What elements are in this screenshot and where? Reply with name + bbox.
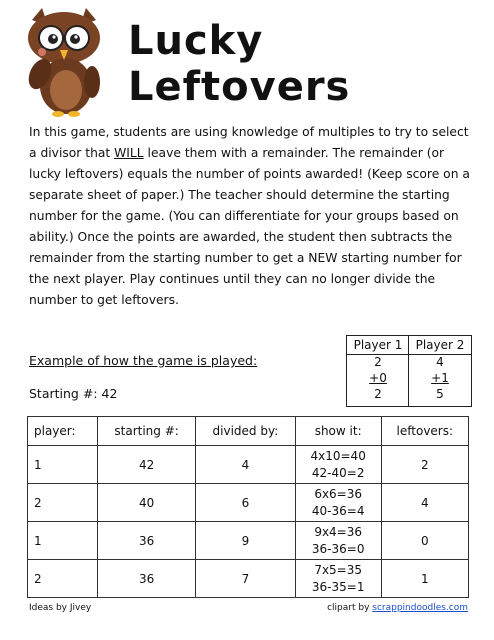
cell-player: 2 (28, 484, 98, 522)
cell-divisor: 4 (196, 446, 296, 484)
cell-start: 36 (98, 522, 196, 560)
score-box (346, 335, 472, 407)
work-multiply: 9x4=36 (314, 524, 363, 539)
player-1-add: +0 (369, 371, 387, 385)
player-1-value: 2 (374, 355, 382, 369)
cell-start: 36 (98, 560, 196, 598)
cell-leftovers: 4 (381, 484, 468, 522)
player-1-header: Player 1 (353, 338, 403, 352)
cell-player: 1 (28, 446, 98, 484)
cell-work (295, 484, 381, 522)
intro-will-emphasis: WILL (114, 146, 144, 160)
footer-credit: Ideas by Jivey (29, 603, 92, 613)
owl-illustration (18, 6, 110, 118)
game-example-table (27, 416, 469, 598)
work-multiply: 6x6=36 (314, 486, 363, 501)
cell-work (295, 522, 381, 560)
footer-clipart-credit (327, 603, 468, 613)
starting-number: Starting #: 42 (29, 386, 118, 401)
page-title: Lucky Leftovers (128, 18, 351, 110)
clipart-link[interactable]: scrappindoodles.com (372, 603, 468, 613)
header-player: player: (28, 417, 98, 446)
player-1-total: 2 (374, 387, 382, 401)
work-subtract: 36-35=1 (311, 579, 365, 594)
table-row (28, 560, 469, 598)
cell-work (295, 560, 381, 598)
cell-player: 1 (28, 522, 98, 560)
player-2-total: 5 (436, 387, 444, 401)
work-subtract: 40-36=4 (311, 503, 365, 518)
cell-leftovers: 1 (381, 560, 468, 598)
table-row (28, 484, 469, 522)
cell-divisor: 9 (196, 522, 296, 560)
cell-start: 42 (98, 446, 196, 484)
cell-player: 2 (28, 560, 98, 598)
work-multiply: 7x5=35 (314, 562, 363, 577)
header-starting: starting #: (98, 417, 196, 446)
intro-text-part2: leave them with a remainder. The remainder (or lucky leftovers) equals the number of points awarded! (Keep score on a separate sheet of paper.) The teacher should determine the starting number for the game. (You can differentiate for your groups based on ability.) Once the points are awarded, the student then subtracts the remainder from the starting number to get a NEW starting number for the next player. Play continues until they can no longer divide the number to get leftovers. (29, 146, 470, 307)
header-divided-by: divided by: (196, 417, 296, 446)
work-multiply: 4x10=40 (310, 448, 366, 463)
cell-start: 40 (98, 484, 196, 522)
player-2-header: Player 2 (415, 338, 465, 352)
header-leftovers: leftovers: (381, 417, 468, 446)
player-1-column (347, 336, 409, 402)
example-heading: Example of how the game is played: (29, 353, 258, 368)
intro-paragraph (29, 122, 474, 311)
table-row (28, 522, 469, 560)
header-show-it: show it: (295, 417, 381, 446)
cell-divisor: 7 (196, 560, 296, 598)
table-row (28, 446, 469, 484)
cell-divisor: 6 (196, 484, 296, 522)
cell-leftovers: 2 (381, 446, 468, 484)
cell-leftovers: 0 (381, 522, 468, 560)
intro-text-part1: In this game, students are using knowledge of multiples to try to select a divisor that (29, 125, 469, 160)
player-2-column (409, 336, 471, 402)
work-subtract: 42-40=2 (311, 465, 365, 480)
clipart-prefix: clipart by (327, 603, 373, 613)
table-header-row (28, 417, 469, 446)
player-2-value: 4 (436, 355, 444, 369)
cell-work (295, 446, 381, 484)
player-2-add: +1 (431, 371, 449, 385)
work-subtract: 36-36=0 (311, 541, 365, 556)
